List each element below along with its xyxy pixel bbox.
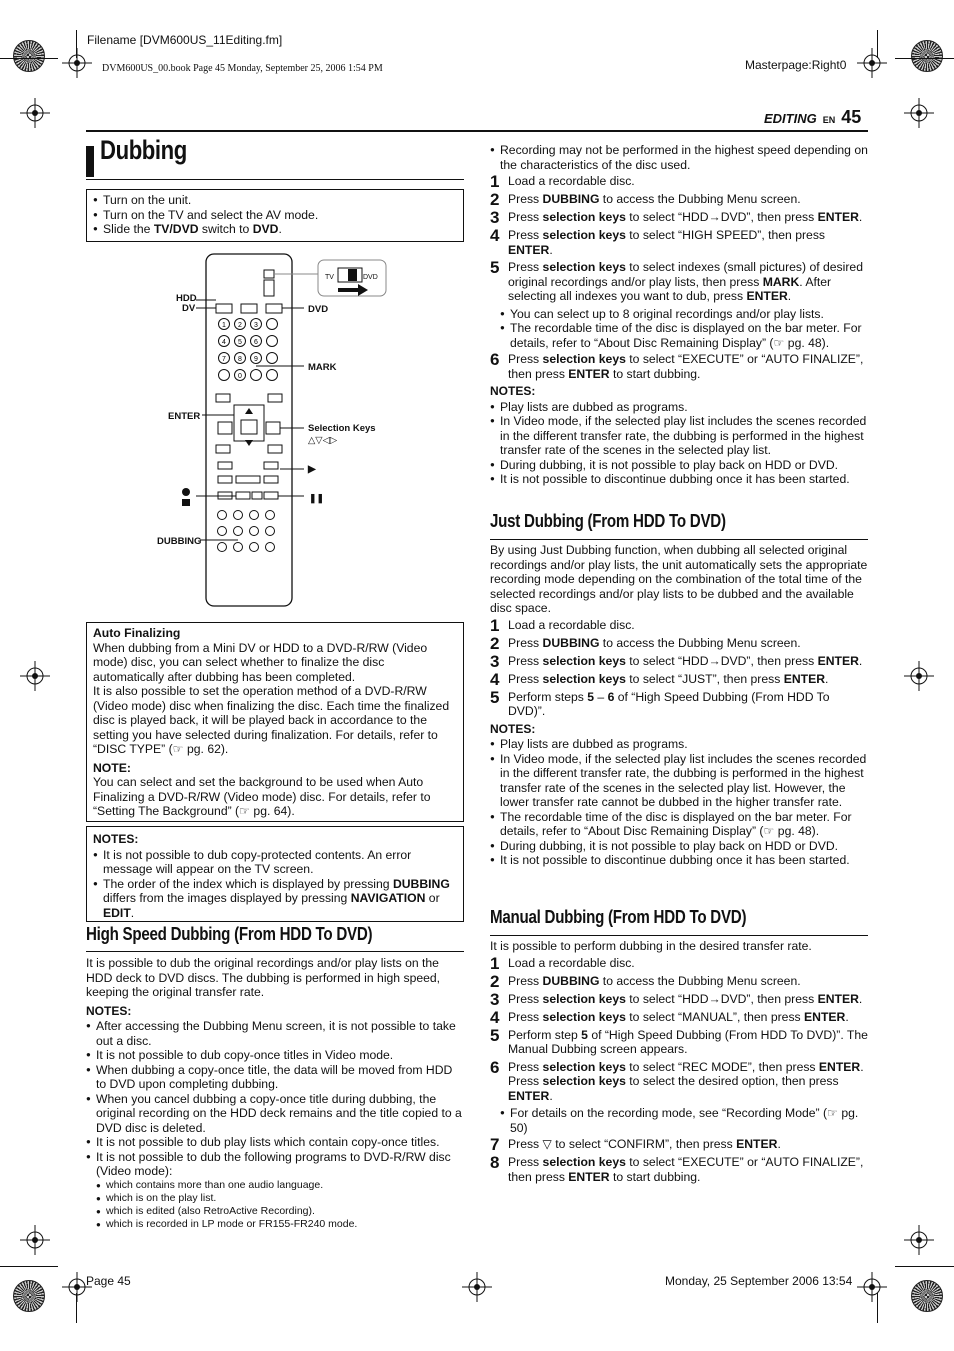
step-number: 1 bbox=[490, 953, 500, 973]
registration-crosshair-icon bbox=[904, 98, 934, 128]
high-speed-body bbox=[86, 956, 464, 1231]
step bbox=[490, 633, 868, 653]
step-number: 3 bbox=[490, 651, 500, 671]
header-rule bbox=[86, 130, 868, 132]
step-text: Press selection keys to select “EXECUTE” or “AUTO FINALIZE”, then press ENTER to start dubbing. bbox=[508, 352, 864, 381]
note-item: ● It is not possible to dub play lists which contain copy-once titles. bbox=[86, 1135, 464, 1150]
step bbox=[490, 228, 868, 257]
step-number: 7 bbox=[490, 1135, 500, 1154]
step-text: Press DUBBING to access the Dubbing Menu screen. bbox=[508, 635, 801, 650]
registration-crosshair-icon bbox=[462, 1272, 492, 1302]
pause-icon: ❚❚ bbox=[309, 493, 325, 503]
step bbox=[490, 615, 868, 635]
note-item: ● It is not possible to dub copy-protected contents. An error message will appear on the TV screen. bbox=[93, 848, 457, 877]
step-text: Press selection keys to select “JUST”, then press ENTER. bbox=[508, 671, 829, 686]
note-item: ● In Video mode, if the selected play list includes the scenes recorded in the different transfer rate, the dubbing is performed in the highest transfer rate of the scenes in the selected play list. bbox=[490, 414, 868, 458]
svg-text:0: 0 bbox=[238, 373, 242, 380]
registration-crosshair-icon bbox=[857, 48, 887, 78]
step bbox=[490, 989, 868, 1009]
note-item: ● During dubbing, it is not possible to play back on HDD or DVD. bbox=[490, 839, 868, 854]
svg-text:9: 9 bbox=[254, 356, 258, 363]
footer-date: Monday, 25 September 2006 13:54 bbox=[665, 1274, 853, 1288]
section-name: EDITING bbox=[764, 111, 817, 126]
note-item: ● Play lists are dubbed as programs. bbox=[490, 400, 868, 415]
step-text: Press DUBBING to access the Dubbing Menu screen. bbox=[508, 192, 801, 206]
note-item: ● It is not possible to dub the following programs to DVD-R/RW disc (Video mode): bbox=[86, 1150, 464, 1179]
prep-item: ● Slide the TV/DVD switch to DVD. bbox=[93, 222, 457, 237]
sub-note-item: ● which is on the play list. bbox=[96, 1192, 464, 1205]
crop-mark bbox=[0, 1266, 58, 1267]
svg-text:4: 4 bbox=[222, 339, 226, 346]
step bbox=[490, 687, 868, 719]
step-number: 2 bbox=[490, 190, 500, 209]
step-text: Press DUBBING to access the Dubbing Menu screen. bbox=[508, 973, 801, 988]
sub-note-item: ● which contains more than one audio language. bbox=[96, 1179, 464, 1192]
step bbox=[490, 1057, 868, 1104]
step-number: 4 bbox=[490, 226, 500, 245]
step-number: 2 bbox=[490, 971, 500, 991]
step-number: 6 bbox=[490, 350, 500, 369]
note-item: ● It is not possible to dub copy-once titles in Video mode. bbox=[86, 1048, 464, 1063]
masterpage-label: Masterpage:Right0 bbox=[745, 58, 847, 72]
play-icon: ▶ bbox=[308, 464, 316, 475]
svg-text:7: 7 bbox=[222, 356, 226, 363]
step-text: Press selection keys to select “MANUAL”, then press ENTER. bbox=[508, 1009, 849, 1024]
step-text: Press selection keys to select “REC MODE”, then press ENTER. Press selection keys to select the desired option, then press ENTER. bbox=[508, 1059, 864, 1103]
registration-disc-top-right bbox=[911, 40, 943, 72]
svg-text:5: 5 bbox=[238, 339, 242, 346]
notes-box bbox=[86, 826, 464, 922]
note-item: ● You can select up to 8 original recordings and/or play lists. bbox=[500, 307, 868, 322]
step-text: Press ▽ to select “CONFIRM”, then press ENTER. bbox=[508, 1137, 781, 1151]
step bbox=[490, 953, 868, 973]
step-number: 3 bbox=[490, 208, 500, 227]
step bbox=[490, 210, 868, 225]
step bbox=[490, 352, 868, 381]
note-item: ● Play lists are dubbed as programs. bbox=[490, 737, 868, 752]
note-heading: NOTE: bbox=[93, 760, 131, 775]
sub-note-item: ● which is recorded in LP mode or FR155-FR240 mode. bbox=[96, 1218, 464, 1231]
note-item: ● It is not possible to discontinue dubbing once it has been started. bbox=[490, 853, 868, 868]
prep-item: ● Turn on the unit. bbox=[93, 193, 457, 208]
step bbox=[490, 1137, 868, 1152]
manual-dubbing-intro: It is possible to perform dubbing in the desired transfer rate. bbox=[490, 939, 812, 953]
label-selection-arrows: △▽◁▷ bbox=[308, 435, 338, 446]
note-item: ● During dubbing, it is not possible to play back on HDD or DVD. bbox=[490, 458, 868, 473]
step-number: 8 bbox=[490, 1153, 500, 1172]
note-item: ● Recording may not be performed in the highest speed depending on the characteristics of the disc used. bbox=[490, 143, 868, 172]
just-dubbing-body bbox=[490, 543, 868, 868]
note-item: ● For details on the recording mode, see “Recording Mode” (☞ pg. 50) bbox=[500, 1106, 868, 1135]
step-number: 1 bbox=[490, 615, 500, 635]
note-item: ● It is not possible to discontinue dubbing once it has been started. bbox=[490, 472, 868, 487]
registration-crosshair-icon bbox=[20, 1225, 50, 1255]
step bbox=[490, 971, 868, 991]
note-item: ● The recordable time of the disc is displayed on the bar meter. For details, refer to “About Disc Remaining Display” (☞ pg. 48). bbox=[500, 321, 868, 350]
book-info-line: DVM600US_00.book Page 45 Monday, September 25, 2006 1:54 PM bbox=[102, 63, 383, 74]
svg-text:8: 8 bbox=[238, 356, 242, 363]
label-dvd: DVD bbox=[308, 304, 329, 315]
step bbox=[490, 669, 868, 689]
label-hdd: HDD bbox=[176, 293, 197, 304]
svg-text:6: 6 bbox=[254, 339, 258, 346]
section-rule bbox=[490, 935, 868, 936]
section-heading-just-dubbing: Just Dubbing (From HDD To DVD) bbox=[490, 511, 726, 531]
title-bar bbox=[86, 146, 94, 177]
note-item: ● When dubbing a copy-once title, the data will be moved from HDD to DVD upon completing dubbing. bbox=[86, 1063, 464, 1092]
notes-heading: NOTES: bbox=[490, 721, 536, 736]
step-text: Load a recordable disc. bbox=[508, 955, 635, 970]
high-speed-intro: It is possible to dub the original recordings and/or play lists on the HDD deck to DVD discs. The dubbing is performed in high speed, keeping the original transfer rate. bbox=[86, 956, 441, 999]
step-number: 2 bbox=[490, 633, 500, 653]
step bbox=[490, 174, 868, 189]
step-number: 4 bbox=[490, 1007, 500, 1027]
step-text: Perform step 5 of “High Speed Dubbing (From HDD To DVD)”. The Manual Dubbing screen appears. bbox=[508, 1027, 868, 1056]
svg-text:2: 2 bbox=[238, 322, 242, 329]
prep-item: ● Turn on the TV and select the AV mode. bbox=[93, 208, 457, 223]
section-rule bbox=[490, 539, 868, 540]
step-text: Press selection keys to select “HDD→DVD”, then press ENTER. bbox=[508, 653, 863, 668]
label-tv-switch: TV bbox=[325, 274, 334, 281]
section-heading-high-speed: High Speed Dubbing (From HDD To DVD) bbox=[86, 924, 373, 944]
label-mark: MARK bbox=[308, 362, 337, 373]
section-heading-manual-dubbing: Manual Dubbing (From HDD To DVD) bbox=[490, 907, 747, 927]
registration-crosshair-icon bbox=[904, 661, 934, 691]
manual-dubbing-body bbox=[490, 939, 868, 1187]
step-text: Load a recordable disc. bbox=[508, 617, 635, 632]
step-number: 5 bbox=[490, 1025, 500, 1045]
title-rule bbox=[86, 179, 464, 180]
page-title: Dubbing bbox=[100, 135, 187, 165]
note-item: ● After accessing the Dubbing Menu screen, it is not possible to take out a disc. bbox=[86, 1019, 464, 1048]
step-text: Press selection keys to select “HIGH SPEED”, then press ENTER. bbox=[508, 228, 826, 257]
step-number: 6 bbox=[490, 1057, 500, 1077]
sub-note-item: ● which is edited (also RetroActive Recording). bbox=[96, 1205, 464, 1218]
svg-text:1: 1 bbox=[222, 322, 226, 329]
step-text: Press selection keys to select indexes (small pictures) of desired original recordings and/or play lists, then press MARK. After selecting all indexes you want to dub, press ENTER. bbox=[508, 260, 863, 303]
crop-mark bbox=[0, 58, 58, 59]
notes-heading: NOTES: bbox=[93, 832, 139, 846]
registration-disc-bottom-left bbox=[13, 1280, 45, 1312]
step-number: 1 bbox=[490, 172, 500, 191]
section-rule bbox=[86, 951, 464, 952]
registration-disc-top-left bbox=[13, 40, 45, 72]
running-header bbox=[764, 107, 862, 128]
label-selection-keys: Selection Keys bbox=[308, 423, 376, 434]
just-dubbing-intro: By using Just Dubbing function, when dubbing all selected original recordings and/or play lists, the unit automatically sets the appropriate recording mode depending on the combination of the total time of the selected recordings and/or play lists to be dubbed and the available disc space. bbox=[490, 543, 868, 615]
step-number: 5 bbox=[490, 687, 500, 707]
registration-crosshair-icon bbox=[904, 1225, 934, 1255]
step-number: 4 bbox=[490, 669, 500, 689]
page-number: 45 bbox=[841, 107, 862, 127]
step-text: Press selection keys to select “HDD→DVD”, then press ENTER. bbox=[508, 991, 863, 1006]
note-item: ● In Video mode, if the selected play list includes the scenes recorded in the different transfer rate, the dubbing is performed in the highest transfer rate of the scenes in the selected play list. However, the lower transfer rate cannot be dubbed in the higher transfer rate. bbox=[490, 752, 868, 810]
crop-mark bbox=[895, 1266, 954, 1267]
filename-label: Filename [DVM600US_11Editing.fm] bbox=[87, 33, 283, 47]
step bbox=[490, 1155, 868, 1184]
step bbox=[490, 260, 868, 304]
svg-text:3: 3 bbox=[254, 322, 258, 329]
notes-heading: NOTES: bbox=[86, 1003, 132, 1018]
preparation-box bbox=[86, 189, 464, 242]
step bbox=[490, 1025, 868, 1057]
note-text: You can select and set the background to be used when Auto Finalizing a DVD-R/RW (Video mode) disc. For details, refer to “Setting The Background” (☞ pg. 64). bbox=[93, 775, 431, 818]
registration-crosshair-icon bbox=[20, 98, 50, 128]
footer-page: Page 45 bbox=[86, 1274, 131, 1288]
step-number: 5 bbox=[490, 258, 500, 277]
step bbox=[490, 651, 868, 671]
auto-finalizing-p2: It is also possible to set the operation method of a DVD-R/RW (Video mode) disc when finalizing the disc. Each time the finalized disc is played back, it will be played back in accordance to the setting you have selected during finalization. For details, refer to “DISC TYPE” (☞ pg. 62). bbox=[93, 684, 450, 756]
language-tag: EN bbox=[822, 115, 836, 125]
notes-heading: NOTES: bbox=[490, 384, 536, 398]
auto-finalizing-heading: Auto Finalizing bbox=[93, 626, 181, 640]
crop-mark bbox=[895, 58, 954, 59]
note-item: ● The recordable time of the disc is displayed on the bar meter. For details, refer to “About Disc Remaining Display” (☞ pg. 48). bbox=[490, 810, 868, 839]
label-dvd-switch: DVD bbox=[363, 274, 378, 281]
step bbox=[490, 1007, 868, 1027]
label-enter: ENTER bbox=[168, 411, 201, 422]
step-number: 3 bbox=[490, 989, 500, 1009]
step-text: Perform steps 5 – 6 of “High Speed Dubbing (From HDD To DVD)”. bbox=[508, 689, 830, 718]
auto-finalizing-box bbox=[86, 622, 464, 822]
step-text: Press selection keys to select “EXECUTE” or “AUTO FINALIZE”, then press ENTER to start dubbing. bbox=[508, 1155, 864, 1184]
note-item: ● The order of the index which is displayed by pressing DUBBING differs from the images displayed by pressing NAVIGATION or EDIT. bbox=[93, 877, 457, 921]
step bbox=[490, 192, 868, 207]
auto-finalizing-p1: When dubbing from a Mini DV or HDD to a DVD-R/RW (Video mode) disc, you can select whether to finalize the disc automatically after dubbing has been completed. bbox=[93, 640, 428, 684]
registration-crosshair-icon bbox=[62, 48, 92, 78]
note-item: ● When you cancel dubbing a copy-once title during dubbing, the original recording on the HDD deck remains and the title copied to a DVD disc is deleted. bbox=[86, 1092, 464, 1136]
step-text: Load a recordable disc. bbox=[508, 174, 635, 188]
label-dv: DV bbox=[182, 303, 196, 314]
right-column-top bbox=[490, 143, 868, 487]
registration-crosshair-icon bbox=[857, 1272, 887, 1302]
step-text: Press selection keys to select “HDD→DVD”, then press ENTER. bbox=[508, 210, 863, 224]
registration-crosshair-icon bbox=[20, 661, 50, 691]
registration-disc-bottom-right bbox=[911, 1280, 943, 1312]
label-dubbing: DUBBING bbox=[157, 536, 202, 547]
